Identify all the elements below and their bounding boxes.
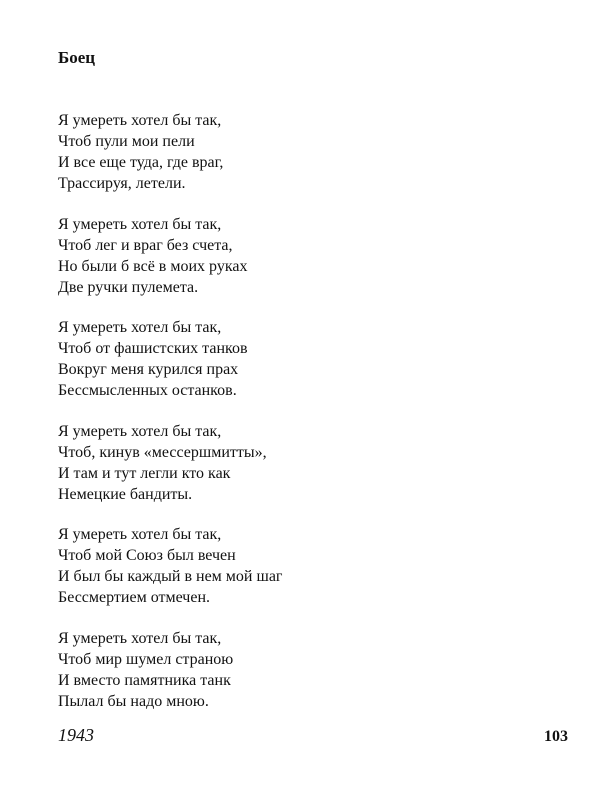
poem-line: Я умереть хотел бы так, [58,319,222,337]
poem-line: И там и тут легли кто как [58,464,231,482]
poem-line: Две ручки пулемета. [58,278,199,296]
poem-line: Я умереть хотел бы так, [58,112,222,129]
poem-line: Но были б всё в моих руках [58,257,248,275]
poem-line: И был бы каждый в нем мой шаг [58,568,283,586]
stanza-4 [58,421,538,505]
poem-line: И все еще туда, где враг, [58,154,224,171]
poem-line: Вокруг меня курился прах [58,361,239,379]
poem-line: Чтоб от фашистских танков [58,340,248,358]
poem-body [58,110,538,732]
poem-line: Я умереть хотел бы так, [58,629,222,647]
poem-line: Я умереть хотел бы так, [58,526,222,544]
poem-line: Чтоб, кинув «мессершмитты», [58,443,267,461]
poem-line: Бессмертием отмечен. [58,589,211,607]
stanza-5 [58,524,538,608]
poem-line: Я умереть хотел бы так, [58,215,222,233]
poem-line: И вместо памятника танк [58,671,231,689]
poem-line: Чтоб мир шумел страною [58,650,234,668]
poem-year: 1943 [58,725,94,745]
poem-line: Чтоб мой Союз был вечен [58,547,236,565]
poem-line: Трассируя, летели. [58,175,186,192]
poem-line: Пылал бы надо мною. [58,692,209,710]
stanza-2 [58,214,538,298]
stanza-6 [58,628,538,712]
stanza-3 [58,317,538,401]
poem-line: Чтоб пули мои пели [58,133,195,150]
stanza-1 [58,110,538,194]
poem-line: Немецкие бандиты. [58,485,193,503]
poem-title: Боец [58,48,96,67]
poem-line: Я умереть хотел бы так, [58,422,222,440]
poem-line: Чтоб лег и враг без счета, [58,236,233,254]
poem-line: Бессмысленных останков. [58,382,237,400]
page-number: 103 [544,728,568,745]
